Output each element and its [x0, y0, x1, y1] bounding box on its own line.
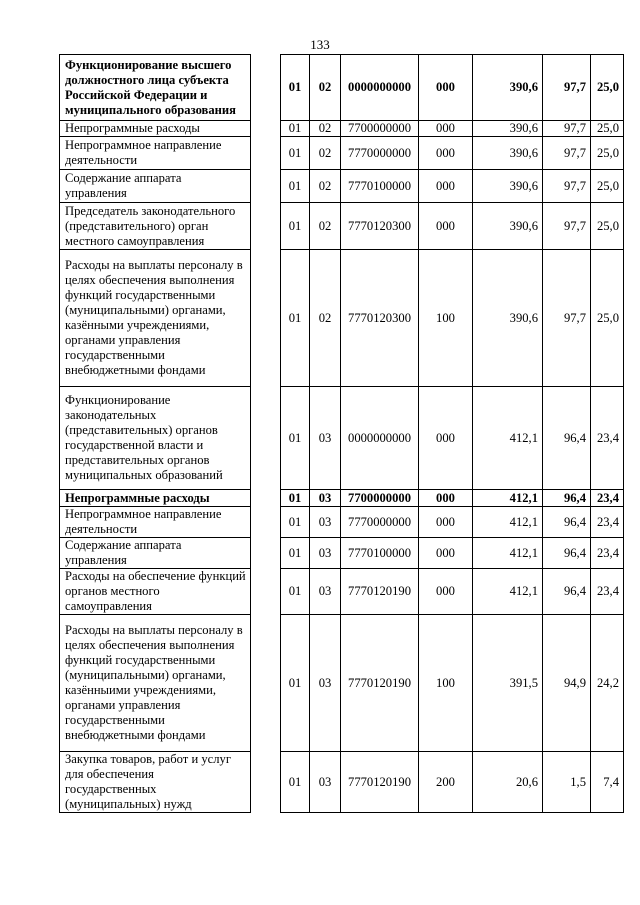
subsection-cell: 03 [310, 387, 341, 490]
target-article-cell: 7770000000 [341, 137, 419, 170]
item-name-cell: Содержание аппарата управления [60, 170, 251, 203]
subsection-cell: 02 [310, 137, 341, 170]
fact-cell: 96,4 [543, 387, 591, 490]
section-cell: 01 [281, 137, 310, 170]
expense-type-cell: 000 [419, 538, 473, 569]
percent-cell: 25,0 [591, 121, 624, 137]
budget-table [59, 54, 624, 813]
expense-type-cell: 100 [419, 250, 473, 387]
table-row [60, 137, 624, 170]
plan-cell: 391,5 [473, 615, 543, 752]
target-article-cell: 0000000000 [341, 387, 419, 490]
subsection-cell: 03 [310, 569, 341, 615]
spacer-cell [251, 170, 281, 203]
spacer-cell [251, 752, 281, 813]
expense-type-cell: 000 [419, 569, 473, 615]
subsection-cell: 02 [310, 121, 341, 137]
subsection-cell: 03 [310, 538, 341, 569]
item-name-cell: Расходы на выплаты персоналу в целях обеспечения выполнения функций государственными (муниципальными) органами, казённыими учреждениями, органами управления государственными внебюджетными фондами [60, 615, 251, 752]
subsection-cell: 03 [310, 507, 341, 538]
target-article-cell: 7700000000 [341, 490, 419, 507]
plan-cell: 412,1 [473, 507, 543, 538]
item-name-cell: Непрограммные расходы [60, 490, 251, 507]
target-article-cell: 7770100000 [341, 170, 419, 203]
fact-cell: 97,7 [543, 170, 591, 203]
section-cell: 01 [281, 387, 310, 490]
table-row [60, 569, 624, 615]
table-row [60, 121, 624, 137]
spacer-cell [251, 615, 281, 752]
target-article-cell: 0000000000 [341, 55, 419, 121]
expense-type-cell: 100 [419, 615, 473, 752]
fact-cell: 1,5 [543, 752, 591, 813]
plan-cell: 412,1 [473, 538, 543, 569]
table-row [60, 55, 624, 121]
section-cell: 01 [281, 569, 310, 615]
item-name-cell: Непрограммные расходы [60, 121, 251, 137]
plan-cell: 412,1 [473, 490, 543, 507]
expense-type-cell: 000 [419, 121, 473, 137]
table-row [60, 490, 624, 507]
plan-cell: 20,6 [473, 752, 543, 813]
section-cell: 01 [281, 615, 310, 752]
target-article-cell: 7770120190 [341, 752, 419, 813]
fact-cell: 96,4 [543, 569, 591, 615]
spacer-cell [251, 569, 281, 615]
fact-cell: 97,7 [543, 250, 591, 387]
item-name-cell: Содержание аппарата управления [60, 538, 251, 569]
percent-cell: 25,0 [591, 250, 624, 387]
section-cell: 01 [281, 170, 310, 203]
spacer-cell [251, 137, 281, 170]
percent-cell: 23,4 [591, 490, 624, 507]
percent-cell: 25,0 [591, 170, 624, 203]
plan-cell: 390,6 [473, 170, 543, 203]
percent-cell: 23,4 [591, 507, 624, 538]
plan-cell: 390,6 [473, 55, 543, 121]
expense-type-cell: 000 [419, 507, 473, 538]
fact-cell: 96,4 [543, 490, 591, 507]
subsection-cell: 02 [310, 250, 341, 387]
expense-type-cell: 000 [419, 203, 473, 250]
section-cell: 01 [281, 203, 310, 250]
fact-cell: 97,7 [543, 121, 591, 137]
table-row [60, 752, 624, 813]
plan-cell: 412,1 [473, 569, 543, 615]
section-cell: 01 [281, 55, 310, 121]
spacer-cell [251, 490, 281, 507]
target-article-cell: 7700000000 [341, 121, 419, 137]
expense-type-cell: 000 [419, 137, 473, 170]
item-name-cell: Председатель законодательного (представительного) орган местного самоуправления [60, 203, 251, 250]
section-cell: 01 [281, 490, 310, 507]
subsection-cell: 03 [310, 615, 341, 752]
page-number: 133 [310, 37, 330, 52]
table-body [60, 55, 624, 813]
spacer-cell [251, 121, 281, 137]
percent-cell: 23,4 [591, 387, 624, 490]
spacer-cell [251, 203, 281, 250]
section-cell: 01 [281, 121, 310, 137]
expense-type-cell: 000 [419, 55, 473, 121]
section-cell: 01 [281, 752, 310, 813]
plan-cell: 390,6 [473, 250, 543, 387]
item-name-cell: Непрограммное направление деятельности [60, 507, 251, 538]
subsection-cell: 02 [310, 203, 341, 250]
subsection-cell: 03 [310, 752, 341, 813]
table-row [60, 615, 624, 752]
target-article-cell: 7770120300 [341, 250, 419, 387]
expense-type-cell: 000 [419, 387, 473, 490]
item-name-cell: Закупка товаров, работ и услуг для обеспечения государственных (муниципальных) нужд [60, 752, 251, 813]
section-cell: 01 [281, 538, 310, 569]
subsection-cell: 02 [310, 55, 341, 121]
item-name-cell: Расходы на выплаты персоналу в целях обеспечения выполнения функций государственными (муниципальными) органами, казёнными учреждениями, органами управления государственными внебюджетными фондами [60, 250, 251, 387]
percent-cell: 24,2 [591, 615, 624, 752]
spacer-cell [251, 507, 281, 538]
percent-cell: 23,4 [591, 569, 624, 615]
plan-cell: 390,6 [473, 137, 543, 170]
table-row [60, 507, 624, 538]
spacer-cell [251, 55, 281, 121]
item-name-cell: Функционирование законодательных (представительных) органов государственной власти и представительных органов муниципальных образований [60, 387, 251, 490]
subsection-cell: 03 [310, 490, 341, 507]
table-row [60, 170, 624, 203]
table-row [60, 387, 624, 490]
subsection-cell: 02 [310, 170, 341, 203]
fact-cell: 97,7 [543, 137, 591, 170]
plan-cell: 390,6 [473, 121, 543, 137]
target-article-cell: 7770100000 [341, 538, 419, 569]
percent-cell: 25,0 [591, 203, 624, 250]
expense-type-cell: 000 [419, 490, 473, 507]
target-article-cell: 7770120300 [341, 203, 419, 250]
table-row [60, 203, 624, 250]
target-article-cell: 7770120190 [341, 569, 419, 615]
item-name-cell: Функционирование высшего должностного лица субъекта Российской Федерации и муниципального образования [60, 55, 251, 121]
expense-type-cell: 200 [419, 752, 473, 813]
spacer-cell [251, 387, 281, 490]
fact-cell: 96,4 [543, 538, 591, 569]
fact-cell: 97,7 [543, 203, 591, 250]
percent-cell: 25,0 [591, 55, 624, 121]
fact-cell: 94,9 [543, 615, 591, 752]
table-row [60, 250, 624, 387]
percent-cell: 23,4 [591, 538, 624, 569]
fact-cell: 97,7 [543, 55, 591, 121]
fact-cell: 96,4 [543, 507, 591, 538]
table-row [60, 538, 624, 569]
item-name-cell: Расходы на обеспечение функций органов местного самоуправления [60, 569, 251, 615]
target-article-cell: 7770120190 [341, 615, 419, 752]
target-article-cell: 7770000000 [341, 507, 419, 538]
spacer-cell [251, 538, 281, 569]
expense-type-cell: 000 [419, 170, 473, 203]
spacer-cell [251, 250, 281, 387]
section-cell: 01 [281, 507, 310, 538]
item-name-cell: Непрограммное направление деятельности [60, 137, 251, 170]
plan-cell: 390,6 [473, 203, 543, 250]
plan-cell: 412,1 [473, 387, 543, 490]
percent-cell: 7,4 [591, 752, 624, 813]
section-cell: 01 [281, 250, 310, 387]
percent-cell: 25,0 [591, 137, 624, 170]
